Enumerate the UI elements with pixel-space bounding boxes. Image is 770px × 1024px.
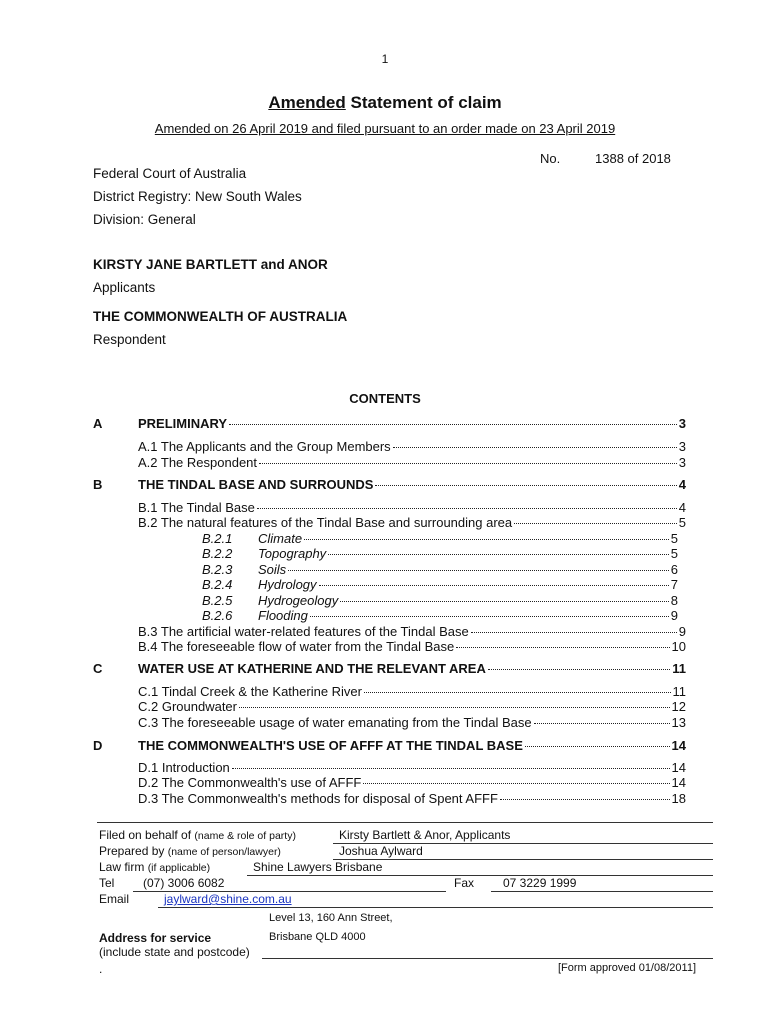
- toc-page: 3: [678, 439, 686, 454]
- toc-page: 14: [671, 760, 686, 775]
- toc-sub-b24[interactable]: [202, 577, 678, 592]
- toc-leader: [319, 585, 669, 586]
- field-underline: [333, 859, 713, 860]
- title-amended: Amended: [268, 93, 346, 112]
- page-number: 1: [381, 52, 389, 66]
- toc-leader: [328, 554, 669, 555]
- field-underline: [262, 958, 713, 959]
- toc-entry-b3[interactable]: [138, 624, 686, 639]
- toc-section-c[interactable]: [138, 661, 686, 676]
- toc-section-d[interactable]: [138, 738, 686, 753]
- form-approved: [Form approved 01/08/2011]: [558, 962, 696, 974]
- toc-page: 12: [671, 699, 686, 714]
- toc-entry-text: D.1 Introduction: [138, 760, 230, 775]
- applicants-name: KIRSTY JANE BARTLETT and ANOR: [93, 257, 328, 272]
- toc-page: 8: [670, 593, 678, 608]
- toc-page: 13: [671, 715, 686, 730]
- prepared-by-value: Joshua Aylward: [339, 844, 423, 858]
- law-firm-value: Shine Lawyers Brisbane: [253, 860, 383, 874]
- toc-entry-text: D.3 The Commonwealth's methods for disposal of Spent AFFF: [138, 791, 498, 806]
- toc-entry-c3[interactable]: [138, 715, 686, 730]
- toc-section-letter: D: [93, 738, 103, 753]
- toc-entry-b4[interactable]: [138, 639, 686, 654]
- toc-leader: [375, 485, 676, 486]
- filed-on-behalf-value: Kirsty Bartlett & Anor, Applicants: [339, 828, 511, 842]
- toc-sub-text: Soils: [258, 562, 287, 577]
- field-underline: [491, 891, 713, 892]
- toc-page: 14: [671, 775, 686, 790]
- toc-sub-text: Flooding: [258, 608, 308, 623]
- toc-entry-d2[interactable]: [138, 775, 686, 790]
- toc-section-letter: B: [93, 477, 103, 492]
- toc-leader: [471, 632, 677, 633]
- tel-value: (07) 3006 6082: [143, 876, 225, 890]
- toc-page: 4: [678, 477, 686, 492]
- toc-leader: [232, 768, 670, 769]
- toc-page: 9: [678, 624, 686, 639]
- toc-entry-text: B.1 The Tindal Base: [138, 500, 255, 515]
- toc-sub-number: B.2.3: [202, 562, 233, 577]
- toc-sub-b26[interactable]: [202, 608, 678, 623]
- toc-leader: [393, 447, 677, 448]
- toc-page: 4: [678, 500, 686, 515]
- toc-sub-b21[interactable]: [202, 531, 678, 546]
- toc-page: 14: [671, 738, 686, 753]
- toc-sub-number: B.2.4: [202, 577, 233, 592]
- tel-label: Tel: [99, 876, 115, 890]
- contents-heading: CONTENTS: [349, 391, 421, 406]
- toc-page: 5: [670, 531, 678, 546]
- toc-entry-d1[interactable]: [138, 760, 686, 775]
- toc-leader: [525, 746, 670, 747]
- address-for-service-label: Address for service: [99, 931, 212, 945]
- toc-leader: [229, 424, 677, 425]
- field-underline: [158, 907, 713, 908]
- toc-page: 3: [678, 416, 686, 431]
- toc-sub-number: B.2.5: [202, 593, 233, 608]
- toc-entry-b2[interactable]: [138, 515, 686, 530]
- toc-sub-text: Climate: [258, 531, 303, 546]
- respondent-role: Respondent: [93, 332, 166, 347]
- amendment-note: Amended on 26 April 2019 and filed pursuant to an order made on 23 April 2019: [154, 121, 616, 136]
- toc-entry-text: A.1 The Applicants and the Group Members: [138, 439, 391, 454]
- toc-leader: [239, 707, 670, 708]
- toc-entry-d3[interactable]: [138, 791, 686, 806]
- field-underline: [247, 875, 713, 876]
- toc-entry-text: C.3 The foreseeable usage of water emanating from the Tindal Base: [138, 715, 532, 730]
- toc-page: 7: [670, 577, 678, 592]
- toc-sub-number: B.2.2: [202, 546, 233, 561]
- toc-leader: [257, 508, 677, 509]
- toc-leader: [456, 647, 669, 648]
- toc-entry-text: C.1 Tindal Creek & the Katherine River: [138, 684, 362, 699]
- toc-leader: [363, 783, 669, 784]
- toc-entry-a2[interactable]: [138, 455, 686, 470]
- toc-leader: [304, 539, 669, 540]
- toc-leader: [534, 723, 670, 724]
- email-label: Email: [99, 892, 130, 906]
- law-firm-label: Law firm (if applicable): [99, 860, 211, 874]
- toc-section-letter: A: [93, 416, 103, 431]
- toc-entry-c1[interactable]: [138, 684, 686, 699]
- toc-page: 5: [670, 546, 678, 561]
- toc-entry-text: B.4 The foreseeable flow of water from the Tindal Base: [138, 639, 455, 654]
- toc-entry-c2[interactable]: [138, 699, 686, 714]
- toc-leader: [500, 799, 670, 800]
- fax-label: Fax: [454, 876, 475, 890]
- toc-section-letter: C: [93, 661, 103, 676]
- toc-section-title: THE COMMONWEALTH'S USE OF AFFF AT THE TINDAL BASE: [138, 738, 523, 753]
- toc-page: 6: [670, 562, 678, 577]
- toc-leader: [259, 463, 677, 464]
- toc-entry-text: B.2 The natural features of the Tindal Base and surrounding area: [138, 515, 513, 530]
- toc-leader: [340, 601, 669, 602]
- address-line-1: Level 13, 160 Ann Street,: [269, 912, 393, 924]
- title-rest: Statement of claim: [350, 93, 502, 112]
- toc-section-title: THE TINDAL BASE AND SURROUNDS: [138, 477, 374, 492]
- toc-section-title: WATER USE AT KATHERINE AND THE RELEVANT AREA: [138, 661, 486, 676]
- toc-leader: [488, 669, 670, 670]
- toc-sub-text: Hydrogeology: [258, 593, 339, 608]
- toc-sub-number: B.2.1: [202, 531, 233, 546]
- case-number: 1388 of 2018: [595, 151, 671, 166]
- toc-entry-text: B.3 The artificial water-related features of the Tindal Base: [138, 624, 469, 639]
- email-link[interactable]: jaylward@shine.com.au: [164, 892, 292, 906]
- fax-value: 07 3229 1999: [503, 876, 577, 890]
- toc-leader: [288, 570, 669, 571]
- footer-dot: .: [99, 962, 103, 976]
- toc-sub-number: B.2.6: [202, 608, 233, 623]
- toc-entry-b1[interactable]: [138, 500, 686, 515]
- toc-leader: [310, 616, 669, 617]
- toc-sub-b23[interactable]: [202, 562, 678, 577]
- toc-page: 18: [671, 791, 686, 806]
- document-title: [0, 93, 770, 113]
- toc-entry-a1[interactable]: [138, 439, 686, 454]
- toc-page: 5: [678, 515, 686, 530]
- toc-sub-b22[interactable]: [202, 546, 678, 561]
- case-number-label: No.: [540, 151, 561, 166]
- district-registry: District Registry: New South Wales: [93, 189, 302, 204]
- toc-entry-text: A.2 The Respondent: [138, 455, 258, 470]
- toc-page: 11: [672, 661, 686, 676]
- toc-section-b[interactable]: [138, 477, 686, 492]
- filed-on-behalf-label: Filed on behalf of (name & role of party): [99, 828, 296, 842]
- toc-sub-b25[interactable]: [202, 593, 678, 608]
- toc-page: 11: [672, 684, 686, 699]
- address-hint: (include state and postcode): [99, 945, 250, 959]
- toc-leader: [364, 692, 671, 693]
- applicants-role: Applicants: [93, 280, 156, 295]
- toc-entry-text: C.2 Groundwater: [138, 699, 237, 714]
- toc-sub-text: Hydrology: [258, 577, 317, 592]
- toc-entry-text: D.2 The Commonwealth's use of AFFF: [138, 775, 362, 790]
- toc-page: 9: [670, 608, 678, 623]
- toc-section-a[interactable]: [138, 416, 686, 431]
- toc-page: 10: [671, 639, 686, 654]
- toc-page: 3: [678, 455, 686, 470]
- address-line-2: Brisbane QLD 4000: [269, 931, 366, 943]
- toc-section-title: PRELIMINARY: [138, 416, 228, 431]
- respondent-name: THE COMMONWEALTH OF AUSTRALIA: [93, 309, 348, 324]
- toc-leader: [514, 523, 677, 524]
- prepared-by-label: Prepared by (name of person/lawyer): [99, 844, 281, 858]
- toc-sub-text: Topography: [258, 546, 327, 561]
- court-name: Federal Court of Australia: [93, 166, 247, 181]
- division: Division: General: [93, 212, 196, 227]
- footer-divider: [97, 822, 713, 823]
